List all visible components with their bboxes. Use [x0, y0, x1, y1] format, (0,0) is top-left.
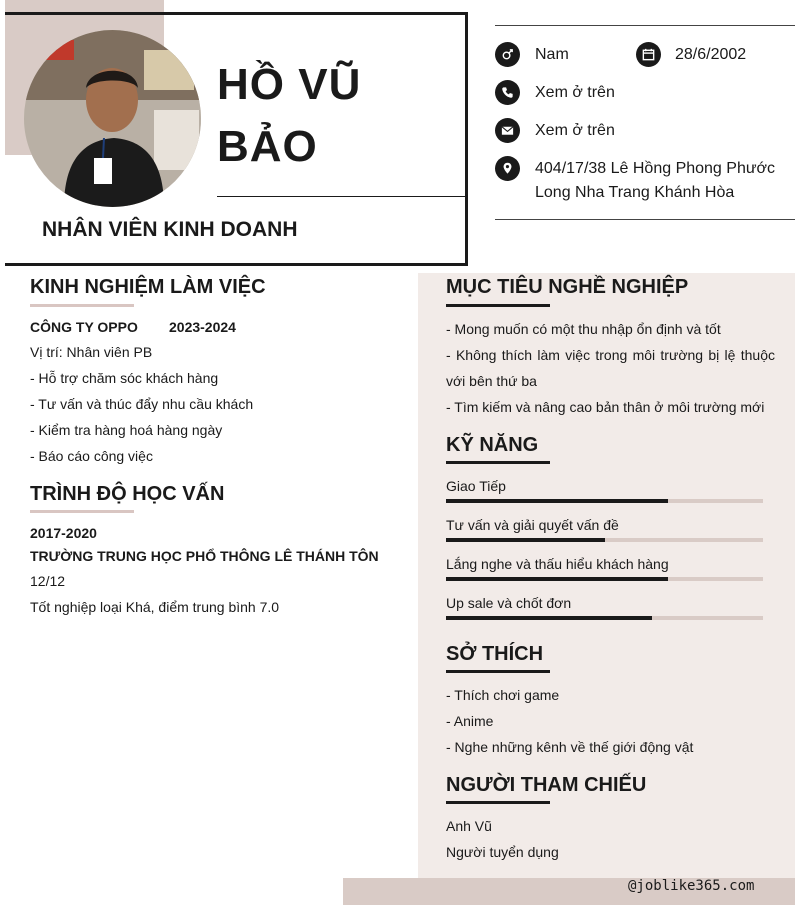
calendar-icon [636, 42, 661, 67]
section-title-experience: KINH NGHIỆM LÀM VIỆC [30, 276, 266, 298]
section-rule-experience [30, 304, 134, 307]
school-name: TRƯỜNG TRUNG HỌC PHỔ THÔNG LÊ THÁNH TÔN [30, 548, 379, 564]
location-pin-icon [495, 156, 520, 181]
skill-bar-fill [446, 538, 605, 542]
avatar-photo [24, 30, 201, 207]
experience-duty: - Tư vấn và thúc đẩy nhu cầu khách [30, 396, 254, 412]
company-name: CÔNG TY OPPO [30, 319, 138, 335]
name-line-2: BẢO [217, 122, 318, 171]
skill-bar [446, 616, 763, 620]
avatar [24, 30, 201, 207]
skill-label: Lắng nghe và thấu hiểu khách hàng [446, 556, 669, 572]
watermark-text: @joblike365.com [628, 878, 755, 894]
gender-icon [495, 42, 520, 67]
section-title-skills: KỸ NĂNG [446, 434, 539, 456]
section-title-education: TRÌNH ĐỘ HỌC VẤN [30, 483, 225, 505]
education-grade: 12/12 [30, 573, 66, 589]
hobby-item: - Nghe những kênh về thế giới động vật [446, 739, 694, 755]
section-title-hobbies: SỞ THÍCH [446, 643, 544, 665]
experience-duty: - Hỗ trợ chăm sóc khách hàng [30, 370, 219, 386]
objective-item: - Mong muốn có một thu nhập ổn định và tốt [446, 321, 721, 337]
skill-label: Giao Tiếp [446, 478, 506, 494]
mail-icon [495, 118, 520, 143]
reference-role: Người tuyển dụng [446, 844, 559, 860]
section-title-objective: MỤC TIÊU NGHỀ NGHIỆP [446, 276, 689, 298]
phone-value: Xem ở trên [535, 84, 615, 101]
address-line-2: Long Nha Trang Khánh Hòa [535, 184, 735, 201]
name-divider [217, 196, 465, 197]
skill-bar-fill [446, 577, 668, 581]
section-rule-education [30, 510, 134, 513]
job-title: NHÂN VIÊN KINH DOANH [42, 218, 298, 241]
section-rule-objective [446, 304, 550, 307]
contact-bottom-divider [495, 219, 795, 220]
contact-top-divider [495, 25, 795, 26]
birthdate-value: 28/6/2002 [675, 46, 747, 63]
address-line-1: 404/17/38 Lê Hồng Phong Phước [535, 160, 776, 177]
section-title-reference: NGƯỜI THAM CHIẾU [446, 774, 647, 796]
experience-position: Vị trí: Nhân viên PB [30, 344, 153, 360]
phone-icon [495, 80, 520, 105]
skill-bar [446, 538, 763, 542]
skill-bar [446, 499, 763, 503]
hobby-item: - Thích chơi game [446, 687, 560, 703]
objective-item: - Tìm kiếm và nâng cao bản thân ở môi trường mới [446, 399, 765, 415]
section-rule-reference [446, 801, 550, 804]
name-line-1: HỒ VŨ [217, 60, 362, 109]
experience-duty: - Báo cáo công việc [30, 448, 153, 464]
skill-label: Tư vấn và giải quyết vấn đề [446, 517, 619, 533]
gender-value: Nam [535, 46, 569, 63]
objective-item: - Không thích làm việc trong môi trường bị lệ thuộc với bên thứ ba [446, 347, 775, 389]
hobby-item: - Anime [446, 713, 494, 729]
experience-duty: - Kiểm tra hàng hoá hàng ngày [30, 422, 223, 438]
reference-name: Anh Vũ [446, 818, 492, 834]
email-value: Xem ở trên [535, 122, 615, 139]
skill-bar [446, 577, 763, 581]
skill-bar-fill [446, 499, 668, 503]
section-rule-skills [446, 461, 550, 464]
skill-bar-fill [446, 616, 652, 620]
education-period: 2017-2020 [30, 525, 97, 541]
full-name [217, 54, 457, 178]
section-rule-hobbies [446, 670, 550, 673]
education-result: Tốt nghiệp loại Khá, điểm trung bình 7.0 [30, 599, 280, 615]
experience-period: 2023-2024 [169, 319, 236, 335]
skill-label: Up sale và chốt đơn [446, 595, 572, 611]
address-value [535, 157, 795, 205]
